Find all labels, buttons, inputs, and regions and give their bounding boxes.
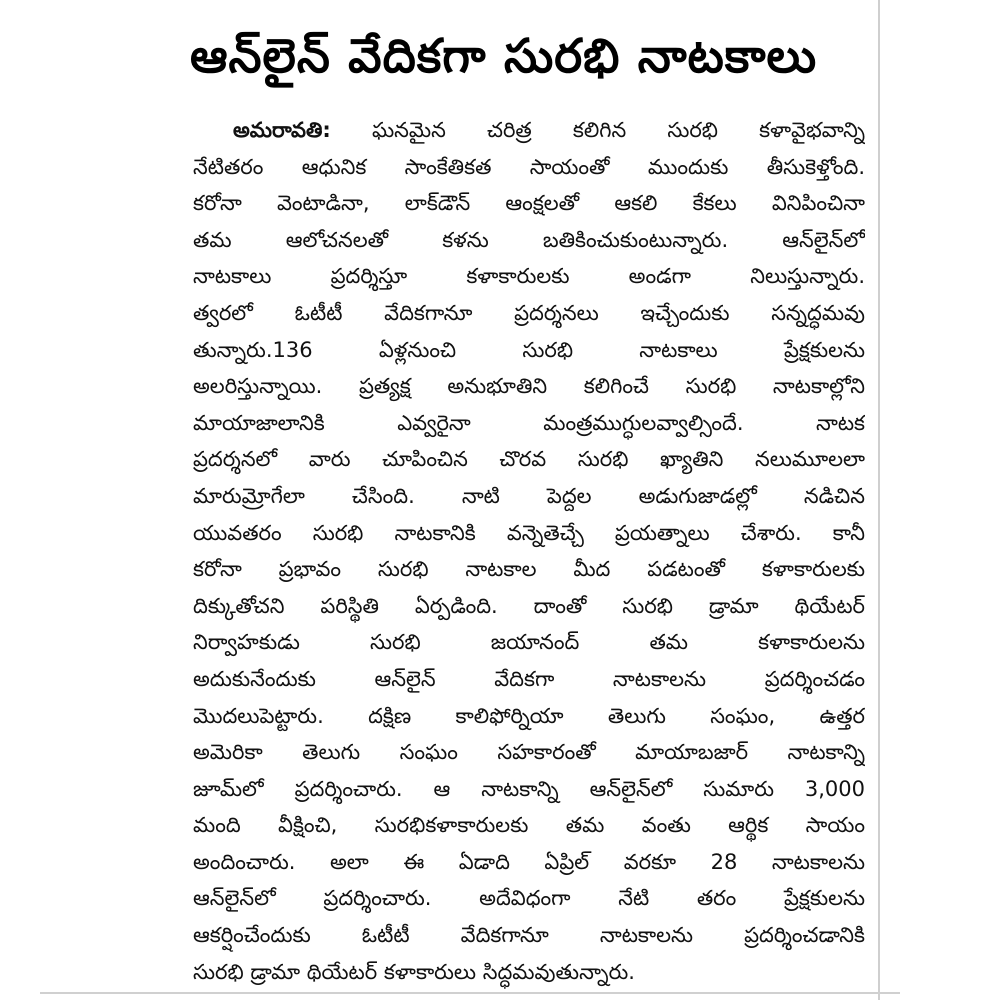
article-line: సురభి డ్రామా థియేటర్‌ కళాకారులు సిద్ధమవుతున్నారు. <box>193 959 635 984</box>
article-line: తున్నారు.136 ఏళ్లనుంచి సురభి నాటకాలు ప్రేక్షకులను <box>193 337 865 362</box>
article-line: ప్రదర్శనలో వారు చూపించిన చొరవ సురభి ఖ్యాతిని నలుమూలలా <box>193 447 865 472</box>
article-line: తమ ఆలోచనలతో కళను బతికించుకుంటున్నారు. ఆన్‌లైన్‌లో <box>193 227 865 252</box>
column-divider <box>878 0 880 1000</box>
dateline: అమరావతి: <box>233 118 331 142</box>
article-body <box>193 112 865 990</box>
article-line: అందించారు. అలా ఈ ఏడాది ఏప్రిల్‌ వరకూ 28 నాటకాలను <box>193 849 865 874</box>
article-line: యువతరం సురభి నాటకానికి వన్నెతెచ్చే ప్రయత్నాలు చేశారు. కానీ <box>193 520 865 545</box>
article-line <box>193 112 865 149</box>
headline: ఆన్‌లైన్‌ వేదికగా సురభి నాటకాలు <box>190 29 818 84</box>
article-line: నాటకాలు ప్రదర్శిస్తూ కళాకారులకు అండగా నిలుస్తున్నారు. <box>193 264 865 289</box>
article-line: మారుమ్రోగేలా చేసింది. నాటి పెద్దల అడుగుజాడల్లో నడిచిన <box>193 483 865 508</box>
article-line: అలరిస్తున్నాయి. ప్రత్యక్ష అనుభూతిని కలిగించే సురభి నాటకాల్లోని <box>193 374 865 399</box>
article-line: ఆన్‌లైన్‌లో ప్రదర్శించారు. అదేవిధంగా నేటి తరం ప్రేక్షకులను <box>193 886 865 911</box>
article-line: మంది వీక్షించి, సురభికళాకారులకు తమ వంతు ఆర్థిక సాయం <box>193 813 865 838</box>
article-line: అమెరికా తెలుగు సంఘం సహకారంతో మాయాబజార్‌ నాటకాన్ని <box>193 740 865 765</box>
article-line: కరోనా వెంటాడినా, లాక్‌డౌన్‌ ఆంక్షలతో ఆకలి కేకలు వినిపించినా <box>193 191 865 216</box>
article-line: నేటితరం ఆధునిక సాంకేతికత సాయంతో ముందుకు తీసుకెళ్తోంది. <box>193 154 865 179</box>
article-line: నిర్వాహకుడు సురభి జయానంద్‌ తమ కళాకారులను <box>193 630 865 655</box>
article-line: ఆకర్షించేందుకు ఓటీటీ వేదికగానూ నాటకాలను ప్రదర్శించడానికి <box>193 923 865 948</box>
article-line: జూమ్‌లో ప్రదర్శించారు. ఆ నాటకాన్ని ఆన్‌లైన్‌లో సుమారు 3,000 <box>193 776 865 801</box>
article-line: దిక్కుతోచని పరిస్థితి ఏర్పడింది. దాంతో సురభి డ్రామా థియేటర్‌ <box>193 593 865 618</box>
article-line: మొదలుపెట్టారు. దక్షిణ కాలిఫోర్నియా తెలుగు సంఘం, ఉత్తర <box>193 703 865 728</box>
article-line-text: ఘనమైన చరిత్ర కలిగిన సురభి కళావైభవాన్ని <box>371 118 865 142</box>
article-line: కరోనా ప్రభావం సురభి నాటకాల మీద పడటంతో కళాకారులకు <box>193 557 865 582</box>
bottom-divider <box>40 992 900 994</box>
article-line: మాయాజాలానికి ఎవ్వరైనా మంత్రముగ్ధులవ్వాల్సిందే. నాటక <box>193 410 865 435</box>
article-line: త్వరలో ఓటీటీ వేదికగానూ ప్రదర్శనలు ఇచ్చేందుకు సన్నద్ధమవు <box>193 300 865 325</box>
article-line: అదుకునేందుకు ఆన్‌లైన్‌ వేదికగా నాటకాలను ప్రదర్శించడం <box>193 666 865 691</box>
